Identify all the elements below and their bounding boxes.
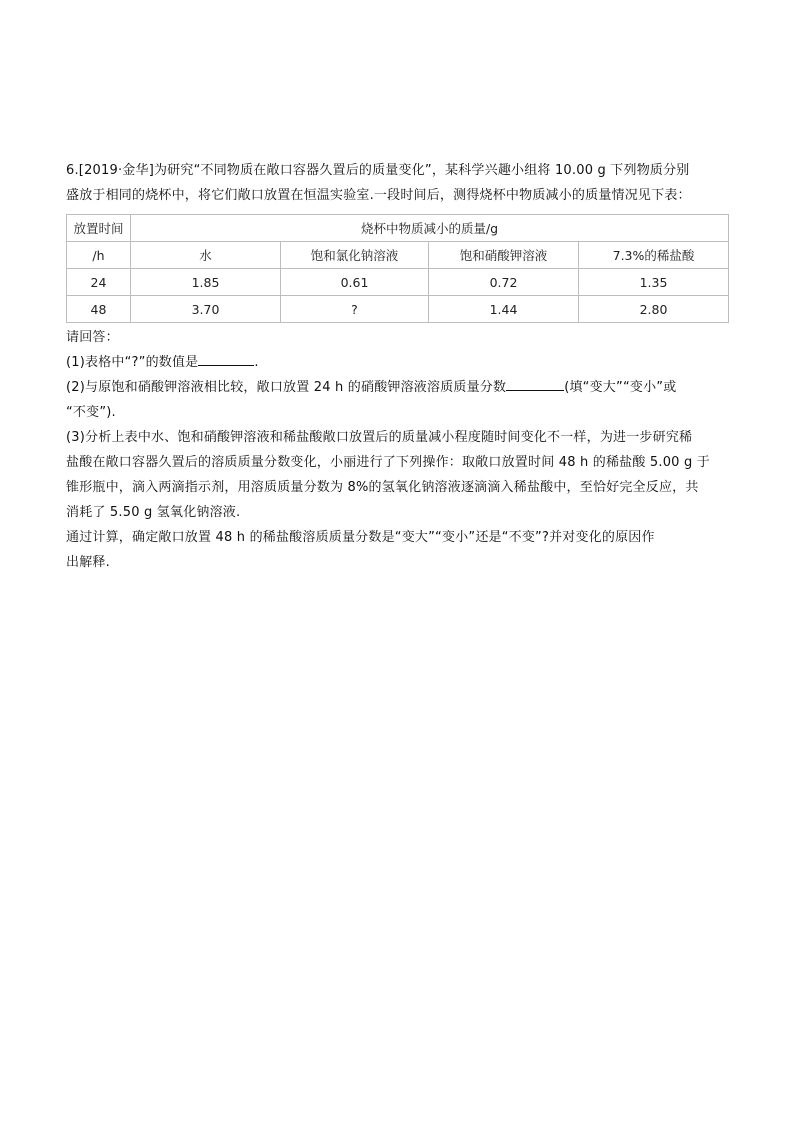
sub-question-2 [66,375,728,400]
table-cell: 0.61 [281,269,429,296]
table-cell: 2.80 [579,296,729,323]
sub-question-1 [66,350,728,375]
table-cell: 1.85 [131,269,281,296]
conclusion-line-1: 通过计算，确定敞口放置 48 h 的稀盐酸溶质质量分数是“变大”“变小”还是“不变”?并对变化的原因作 [66,530,655,545]
column-header-kno3: 饱和硝酸钾溶液 [429,242,579,269]
table-cell: 3.70 [131,296,281,323]
sub-question-1-end: . [254,355,259,370]
column-header-nacl: 饱和氯化钠溶液 [281,242,429,269]
table-cell: 0.72 [429,269,579,296]
sub-question-2-line-2: “不变”). [66,405,116,420]
sub-question-2-text: (2)与原饱和硝酸钾溶液相比较，敞口放置 24 h 的硝酸钾溶液溶质质量分数 [66,380,507,395]
sub-question-3-line-3: 锥形瓶中，滴入两滴指示剂，用溶质质量分数为 8%的氢氧化钠溶液逐滴滴入稀盐酸中，至恰好完全反应，共 [66,480,699,495]
table-row [67,296,729,323]
row-time: 24 [67,269,131,296]
table-header-row-1 [67,215,729,242]
table-row [67,269,729,296]
table-header-row-2 [67,242,729,269]
table-cell: ? [281,296,429,323]
sub-question-1-text: (1)表格中“?”的数值是 [66,355,199,370]
sub-question-3-line-4: 消耗了 5.50 g 氢氧化钠溶液. [66,505,241,520]
time-header-unit: /h [67,242,131,269]
answer-blank-1[interactable] [198,351,254,366]
column-header-water: 水 [131,242,281,269]
row-time: 48 [67,296,131,323]
question-intro-line-2: 盛放于相同的烧杯中，将它们敞口放置在恒温实验室.一段时间后，测得烧杯中物质减小的质量情况见下表： [66,188,691,203]
answer-blank-2[interactable] [506,376,564,391]
question-intro-line-1: 6.[2019·金华]为研究“不同物质在敞口容器久置后的质量变化”，某科学兴趣小组将 10.00 g 下列物质分别 [66,163,690,178]
question-block [66,158,728,575]
table-cell: 1.35 [579,269,729,296]
sub-question-3-line-2: 盐酸在敞口容器久置后的溶质质量分数变化，小丽进行了下列操作：取敞口放置时间 48 h 的稀盐酸 5.00 g 于 [66,455,710,470]
sub-question-3-line-1: (3)分析上表中水、饱和硝酸钾溶液和稀盐酸敞口放置后的质量减小程度随时间变化不一样，为进一步研究稀 [66,430,693,445]
mass-loss-table [66,214,729,323]
answer-prompt: 请回答： [66,330,119,345]
group-header: 烧杯中物质减小的质量/g [131,215,729,242]
sub-question-2-hint: (填“变大”“变小”或 [564,380,677,395]
column-header-hcl: 7.3%的稀盐酸 [579,242,729,269]
table-cell: 1.44 [429,296,579,323]
time-header-top: 放置时间 [67,215,131,242]
conclusion-line-2: 出解释. [66,555,110,570]
